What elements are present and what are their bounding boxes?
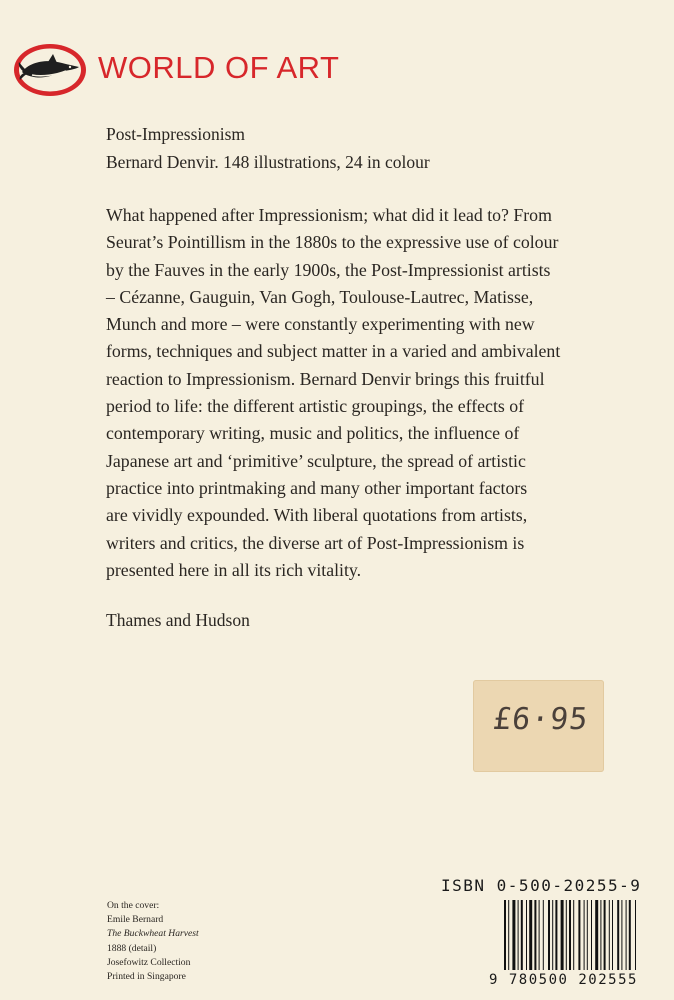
book-meta (106, 120, 430, 176)
description-line: writers and critics, the diverse art of Post-Impressionism is (106, 532, 525, 553)
description (106, 202, 631, 584)
description-line: Japanese art and ‘primitive’ sculpture, the spread of artistic (106, 450, 526, 471)
barcode-number: 9 780500 202555 (489, 972, 638, 988)
credits-collection: Josefowitz Collection (107, 956, 191, 968)
credits-printed: Printed in Singapore (107, 971, 186, 983)
publisher: Thames and Hudson (106, 610, 250, 630)
description-line: – Cézanne, Gauguin, Van Gogh, Toulouse-Lautrec, Matisse, (106, 286, 534, 307)
description-line: period to life: the different artistic groupings, the effects of (106, 396, 525, 417)
credits-date: 1888 (detail) (107, 942, 157, 954)
description-line: reaction to Impressionism. Bernard Denvir brings this fruitful (106, 368, 545, 389)
barcode (504, 900, 661, 970)
credits-heading: On the cover: (107, 900, 160, 911)
price-label: £6·95 (491, 702, 591, 737)
description-line: contemporary writing, music and politics, the influence of (106, 423, 520, 444)
price-sticker (473, 680, 604, 772)
description-line: Seurat’s Pointillism in the 1880s to the expressive use of colour (106, 232, 559, 253)
world-of-art-logo (12, 42, 88, 103)
dolphin-icon (12, 42, 88, 98)
description-line: by the Fauves in the early 1900s, the Post-Impressionist artists (106, 259, 551, 280)
series-title: WORLD OF ART (98, 50, 340, 85)
cover-credits (107, 899, 199, 984)
description-line: forms, techniques and subject matter in a varied and ambivalent (106, 341, 561, 362)
description-line: What happened after Impressionism; what did it lead to? From (106, 205, 552, 225)
book-title: Post-Impressionism (106, 124, 246, 144)
description-line: presented here in all its rich vitality. (106, 559, 362, 580)
credits-artist: Emile Bernard (107, 914, 164, 926)
description-line: are vividly expounded. With liberal quotations from artists, (106, 505, 528, 526)
isbn: ISBN 0-500-20255-9 (441, 876, 642, 895)
description-line: practice into printmaking and many other important factors (106, 477, 528, 498)
credits-work: The Buckwheat Harvest (107, 928, 199, 940)
description-line: Munch and more – were constantly experimenting with new (106, 314, 535, 335)
author-line: Bernard Denvir. 148 illustrations, 24 in colour (106, 152, 430, 172)
